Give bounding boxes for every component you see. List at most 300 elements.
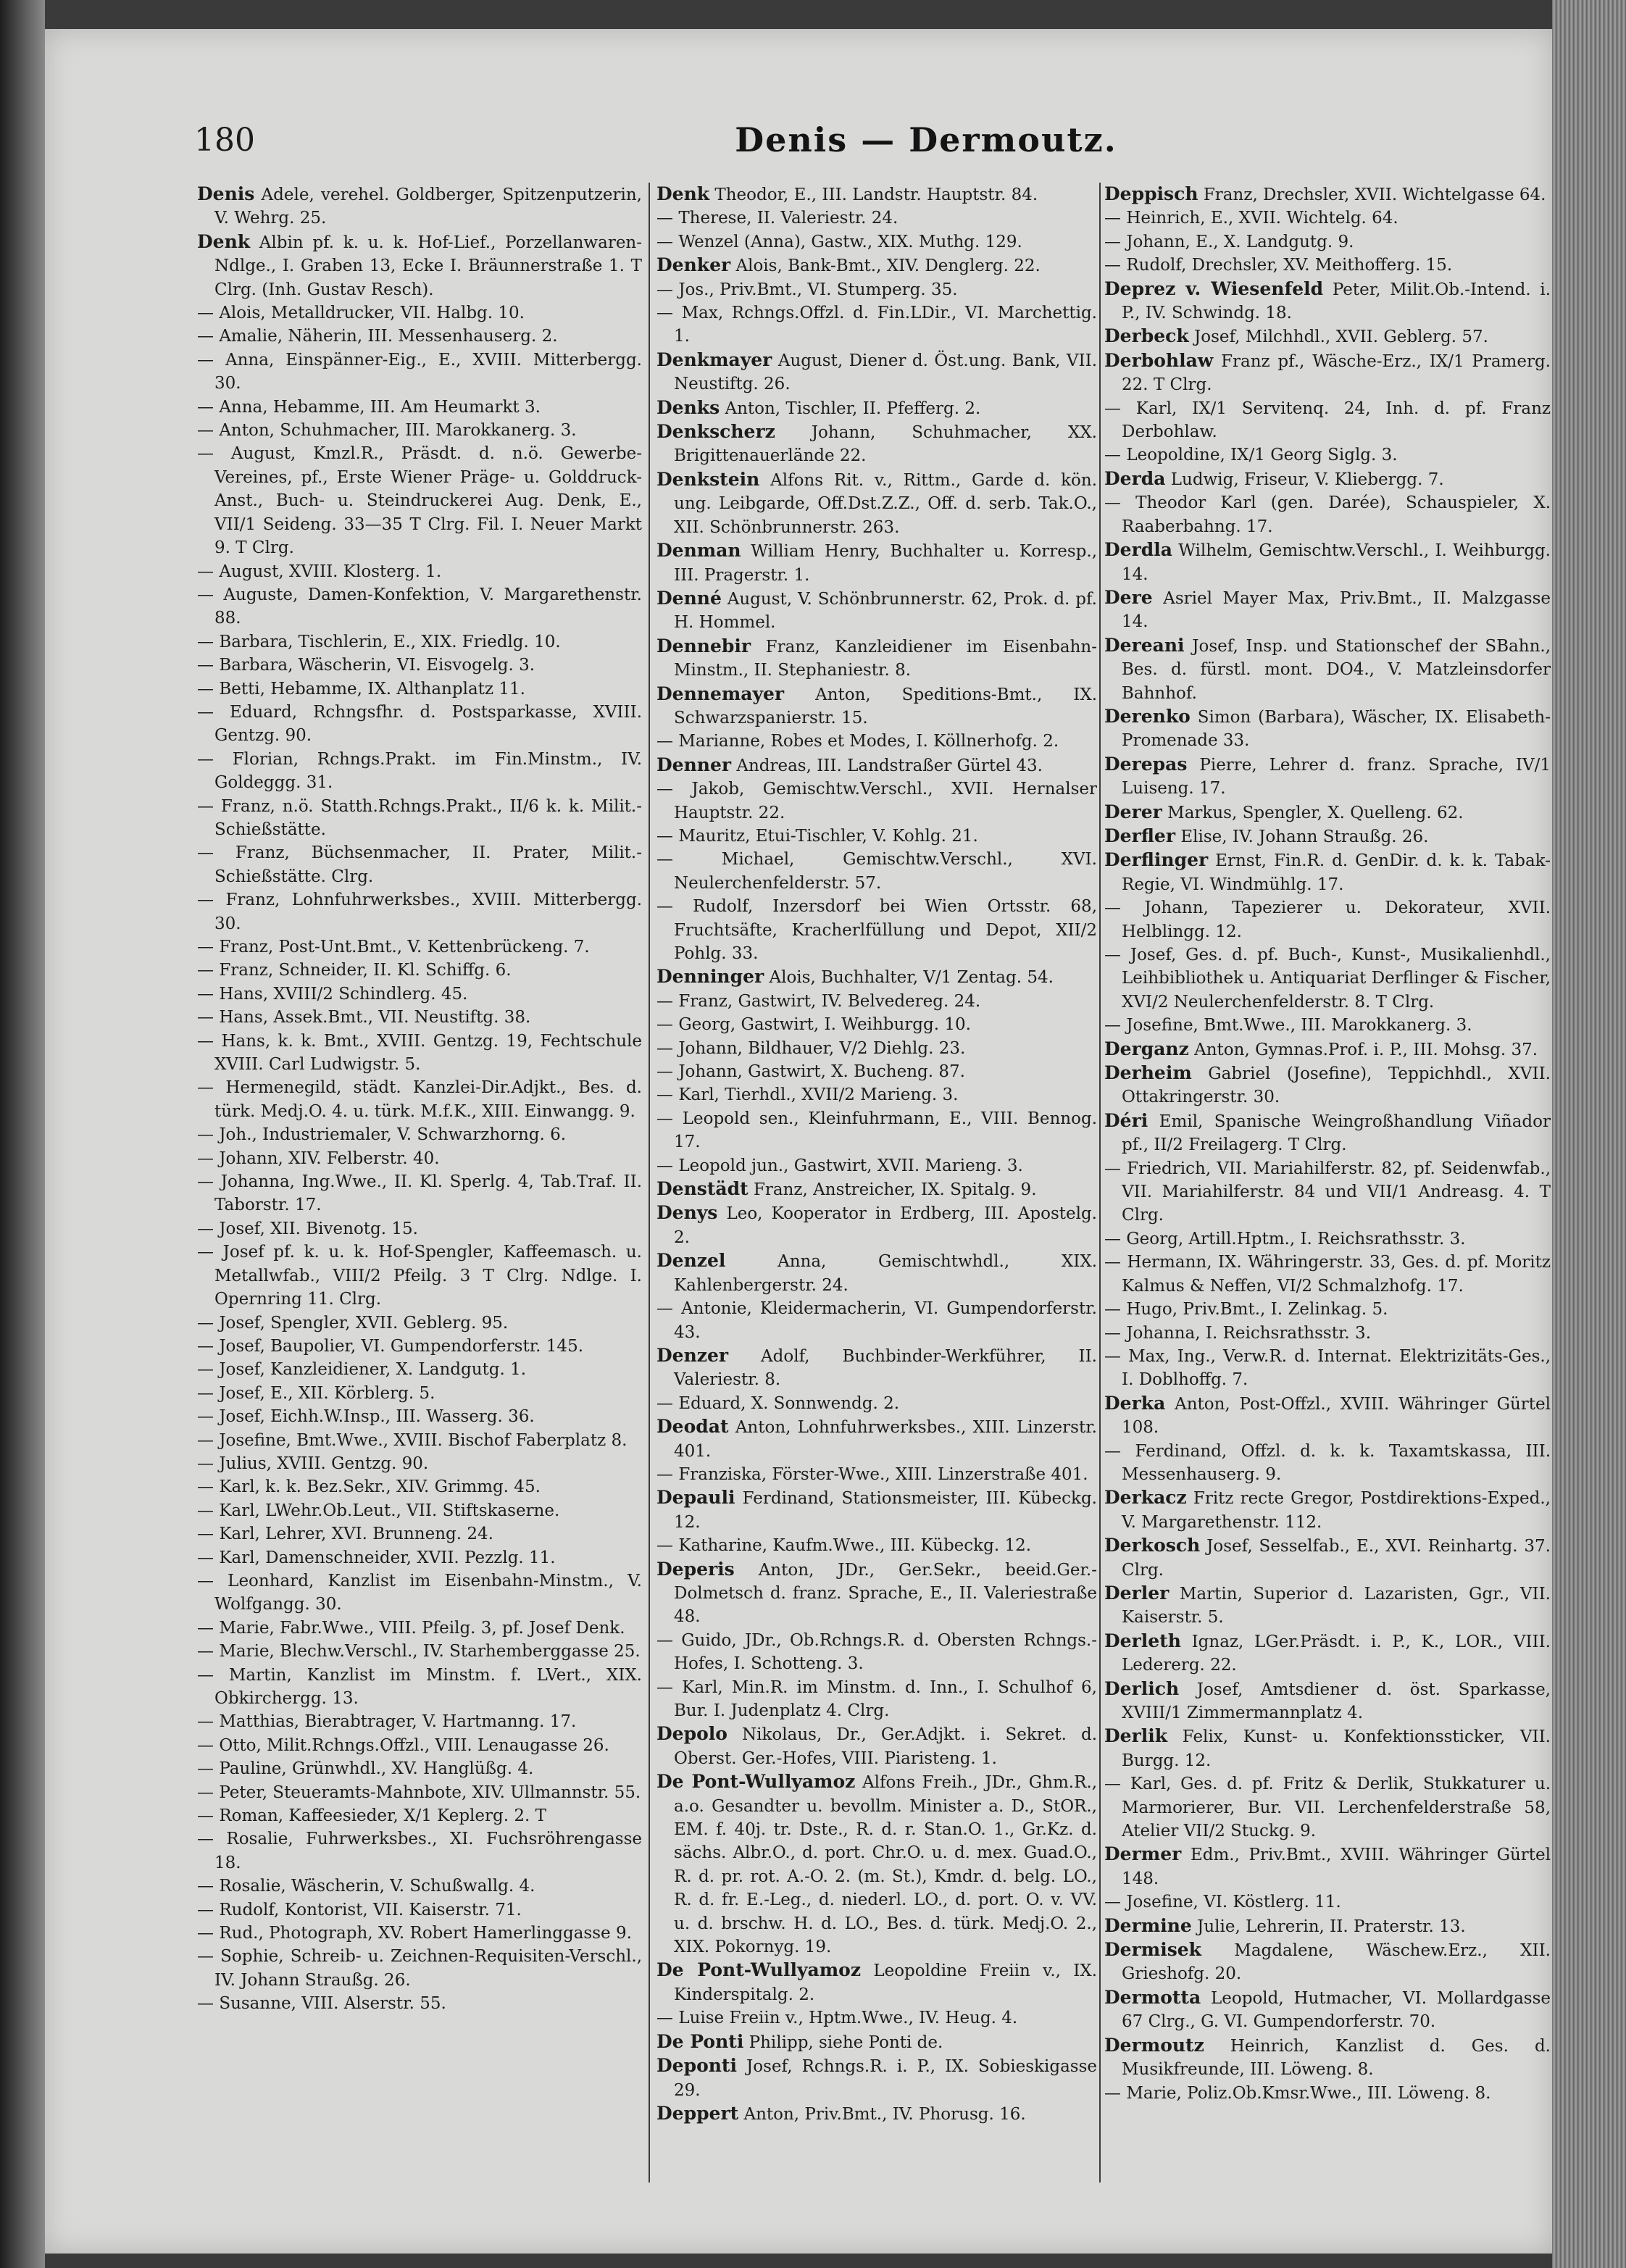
- entry-text: Wilhelm, Gemischtw.Verschl., I. Weihburgg. 14.: [1122, 541, 1551, 584]
- entry-text: Franz, Drechsler, XVII. Wichtelgasse 64.: [1203, 185, 1546, 204]
- entry-headword: Depolo: [656, 1723, 727, 1745]
- directory-entry: [1104, 278, 1551, 325]
- directory-entry: [197, 701, 642, 748]
- entry-text: Rosalie, Wäscherin, V. Schußwallg. 4.: [219, 1877, 535, 1896]
- entry-text: Franz, Gastwirt, IV. Belvedereg. 24.: [678, 991, 981, 1011]
- entry-text: Jos., Priv.Bmt., VI. Stumperg. 35.: [678, 280, 958, 299]
- entry-text: Josef, Spengler, XVII. Geblerg. 95.: [219, 1313, 509, 1333]
- entry-repeat-dash: —: [197, 1618, 214, 1638]
- directory-entry: [1104, 1677, 1551, 1725]
- directory-entry: [1104, 1227, 1551, 1251]
- page-header: [194, 122, 1542, 172]
- entry-headword: Derflinger: [1104, 849, 1209, 871]
- entry-text: Katharine, Kaufm.Wwe., III. Kübeckg. 12.: [678, 1536, 1032, 1556]
- directory-entry: [1104, 467, 1551, 491]
- directory-entry: [197, 1405, 642, 1428]
- directory-entry: [197, 1781, 642, 1804]
- directory-entry: [656, 2054, 1097, 2102]
- directory-entry: [656, 965, 1097, 989]
- entry-repeat-dash: —: [656, 304, 673, 323]
- entry-repeat-dash: —: [656, 1536, 673, 1556]
- entry-text: Josefine, Bmt.Wwe., III. Marokkanerg. 3.: [1126, 1016, 1472, 1035]
- directory-entry: [656, 1959, 1097, 2006]
- entry-headword: Denné: [656, 587, 722, 609]
- entry-headword: Dennemayer: [656, 683, 785, 704]
- entry-repeat-dash: —: [197, 562, 214, 581]
- entry-text: Julius, XVIII. Gentzg. 90.: [219, 1454, 429, 1473]
- entry-repeat-dash: —: [656, 1015, 673, 1035]
- entry-repeat-dash: —: [197, 1924, 214, 1943]
- entry-repeat-dash: —: [197, 1994, 214, 2014]
- entry-repeat-dash: —: [656, 280, 673, 299]
- directory-entry: [656, 2102, 1097, 2126]
- entry-repeat-dash: —: [197, 1665, 214, 1685]
- entry-repeat-dash: —: [197, 1454, 214, 1473]
- directory-entry: [1104, 1062, 1551, 1109]
- entry-repeat-dash: —: [656, 209, 673, 228]
- directory-entry: [656, 1770, 1097, 1959]
- entry-text: Josef, Amtsdiener d. öst. Sparkasse, XVIII/1 Zimmermannplatz 4.: [1122, 1680, 1551, 1722]
- entry-text: Antonie, Kleidermacherin, VI. Gumpendorferstr. 43.: [674, 1299, 1097, 1342]
- directory-entry: [1104, 849, 1551, 896]
- entry-text: Karl, IX/1 Servitenq. 24, Inh. d. pf. Franz Derbohlaw.: [1122, 399, 1551, 442]
- entry-text: Edm., Priv.Bmt., XVIII. Währinger Gürtel 148.: [1122, 1846, 1551, 1888]
- entry-repeat-dash: —: [197, 891, 214, 910]
- entry-headword: Denks: [656, 396, 720, 418]
- entry-repeat-dash: —: [197, 1806, 214, 1826]
- entry-repeat-dash: —: [197, 1712, 214, 1732]
- entry-headword: Derenko: [1104, 705, 1191, 727]
- entry-text: Heinrich, E., XVII. Wichtelg. 64.: [1126, 209, 1398, 228]
- entry-text: Pierre, Lehrer d. franz. Sprache, IV/1 Luiseng. 17.: [1122, 755, 1551, 799]
- directory-entry: [1104, 491, 1551, 538]
- directory-entry: [656, 825, 1097, 848]
- entry-text: Nikolaus, Dr., Ger.Adjkt. i. Sekret. d. Oberst. Ger.-Hofes, VIII. Piaristeng. 1.: [674, 1725, 1097, 1768]
- entry-headword: Dermer: [1104, 1843, 1182, 1865]
- entry-text: Franz pf., Wäsche-Erz., IX/1 Pramerg. 22. T Clrg.: [1122, 351, 1551, 395]
- directory-entry: [656, 349, 1097, 396]
- entry-text: Johann, Schuhmacher, XX. Brigittenauerlände 22.: [674, 423, 1097, 466]
- directory-entry: [1104, 183, 1551, 207]
- entry-repeat-dash: —: [197, 1172, 214, 1192]
- entry-headword: Derlich: [1104, 1677, 1180, 1699]
- entry-text: Franz, Lohnfuhrwerksbes., XVIII. Mitterbergg. 30.: [214, 891, 642, 933]
- entry-text: Emil, Spanische Weingroßhandlung Viñador pf., II/2 Freilagerg. T Clrg.: [1122, 1112, 1551, 1155]
- entry-text: Karl, Lehrer, XVI. Brunneng. 24.: [219, 1525, 493, 1544]
- entry-text: Johanna, I. Reichsrathsstr. 3.: [1126, 1323, 1372, 1343]
- directory-entry: [197, 1312, 642, 1335]
- directory-entry: [197, 748, 642, 795]
- entry-headword: Denninger: [656, 966, 764, 988]
- entry-text: Alfons Freih., JDr., Ghm.R., a.o. Gesandter u. bevollm. Minister a. D., StOR., EM. f. 40j. tr. Dste., R. d. r. Stan.O. 1., Gr.Kz. d. sächs. Albr.O., d. port. Chr.O. u. d. mex. Guad.O., R. d. pr. rot. A.-O. 2. (m. St.), Kmdr. d. belg. LO., R. d. fr. E.-Leg., d. niederl. LO., d. port. O. v. VV. u. d. brschw. H. d. LO., Bes. d. türk. Medj.O. 2., XIX. Pokornyg. 19.: [674, 1773, 1097, 1957]
- entry-repeat-dash: —: [197, 304, 214, 323]
- directory-entry: [197, 959, 642, 982]
- directory-entry: [197, 1499, 642, 1522]
- entry-text: Leo, Kooperator in Erdberg, III. Apostelg. 2.: [674, 1204, 1097, 1247]
- entry-repeat-dash: —: [197, 1642, 214, 1662]
- directory-entry: [197, 230, 642, 301]
- directory-entry: [656, 1297, 1097, 1344]
- entry-text: Markus, Spengler, X. Quelleng. 62.: [1167, 803, 1464, 822]
- directory-entry: [197, 1076, 642, 1123]
- entry-headword: Denzer: [656, 1344, 729, 1366]
- entry-text: Franziska, Förster-Wwe., XIII. Linzerstraße 401.: [678, 1464, 1088, 1484]
- entry-text: Josef, Kanzleidiener, X. Landgutg. 1.: [219, 1360, 527, 1380]
- entry-repeat-dash: —: [197, 1360, 214, 1380]
- entry-headword: Denkmayer: [656, 349, 772, 370]
- entry-headword: Dermotta: [1104, 1986, 1201, 2008]
- directory-entry: [197, 301, 642, 325]
- directory-entry: [656, 278, 1097, 301]
- entry-text: Anton, Lohnfuhrwerksbes., XIII. Linzerstr. 401.: [674, 1418, 1097, 1461]
- entry-text: Anton, Schuhmacher, III. Marokkanerg. 3.: [219, 421, 577, 441]
- entry-text: Joh., Industriemaler, V. Schwarzhorng. 6.: [219, 1125, 567, 1145]
- directory-entry: [197, 678, 642, 701]
- entry-text: Josef, Sesselfab., E., XVI. Reinhartg. 37. Clrg.: [1122, 1537, 1551, 1580]
- entry-text: Marie, Fabr.Wwe., VIII. Pfeilg. 3, pf. Josef Denk.: [219, 1618, 625, 1638]
- entry-text: Andreas, III. Landstraßer Gürtel 43.: [736, 756, 1043, 775]
- entry-text: Otto, Milit.Rchngs.Offzl., VIII. Lenaugasse 26.: [219, 1735, 609, 1755]
- directory-entry: [656, 420, 1097, 468]
- directory-entry: [197, 1640, 642, 1663]
- entry-text: Karl, k. k. Bez.Sekr., XIV. Grimmg. 45.: [219, 1477, 541, 1497]
- entry-text: Josef pf. k. u. k. Hof-Spengler, Kaffeemasch. u. Metallwfab., VIII/2 Pfeilg. 3 T Clrg. Ndlge. I. Opernring 11. Clrg.: [214, 1243, 642, 1309]
- directory-entry: [197, 349, 642, 396]
- entry-headword: Derbeck: [1104, 325, 1189, 347]
- entry-repeat-dash: —: [197, 1243, 214, 1262]
- entry-repeat-dash: —: [1104, 493, 1121, 513]
- entry-text: Adolf, Buchbinder-Werkführer, II. Valeriestr. 8.: [674, 1346, 1097, 1390]
- directory-entry: [656, 1154, 1097, 1177]
- directory-entry: [1104, 1392, 1551, 1440]
- entry-repeat-dash: —: [197, 585, 214, 604]
- entry-text: Josefine, VI. Köstlerg. 11.: [1126, 1893, 1341, 1912]
- directory-entry: [197, 183, 642, 230]
- directory-entry: [1104, 2034, 1551, 2082]
- entry-repeat-dash: —: [197, 397, 214, 417]
- entry-headword: Denner: [656, 754, 732, 775]
- entry-headword: Dermoutz: [1104, 2034, 1204, 2056]
- entry-text: Johann, Gastwirt, X. Bucheng. 87.: [678, 1062, 965, 1082]
- entry-headword: Derfler: [1104, 825, 1176, 846]
- entry-text: Barbara, Tischlerin, E., XIX. Friedlg. 10.: [219, 632, 561, 651]
- entry-text: William Henry, Buchhalter u. Korresp., III. Pragerstr. 1.: [674, 542, 1097, 585]
- entry-headword: Déri: [1104, 1109, 1148, 1131]
- entry-repeat-dash: —: [1104, 1893, 1121, 1912]
- directory-entry: [197, 1898, 642, 1922]
- directory-entry: [656, 895, 1097, 965]
- entry-headword: Derer: [1104, 801, 1162, 822]
- entry-repeat-dash: —: [197, 984, 214, 1004]
- directory-entry: [197, 630, 642, 654]
- directory-entry: [656, 730, 1097, 753]
- entry-text: August, XVIII. Klosterg. 1.: [219, 562, 442, 581]
- entry-repeat-dash: —: [197, 656, 214, 675]
- entry-headword: Denkstein: [656, 468, 760, 490]
- entry-text: Susanne, VIII. Alserstr. 55.: [219, 1994, 446, 2014]
- entry-headword: Derdla: [1104, 539, 1172, 561]
- entry-text: Guido, JDr., Ob.Rchngs.R. d. Obersten Rchngs.-Hofes, I. Schotteng. 3.: [674, 1630, 1097, 1674]
- entry-text: Barbara, Wäscherin, VI. Eisvogelg. 3.: [219, 656, 535, 675]
- directory-entry: [656, 254, 1097, 278]
- entry-repeat-dash: —: [197, 1501, 214, 1520]
- directory-entry: [1104, 943, 1551, 1014]
- entry-repeat-dash: —: [197, 1430, 214, 1450]
- directory-entry: [1104, 538, 1551, 586]
- directory-entry: [1104, 1109, 1551, 1157]
- entry-repeat-dash: —: [197, 1947, 214, 1967]
- entry-headword: Deodat: [656, 1416, 729, 1438]
- entry-headword: Deperis: [656, 1558, 735, 1580]
- entry-text: Alois, Bank-Bmt., XIV. Denglerg. 22.: [735, 257, 1041, 276]
- directory-entry: [656, 207, 1097, 230]
- entry-headword: Derleth: [1104, 1630, 1181, 1651]
- entry-text: Therese, II. Valeriestr. 24.: [678, 209, 899, 228]
- entry-repeat-dash: —: [197, 1125, 214, 1145]
- directory-entry: [197, 442, 642, 559]
- directory-entry: [656, 468, 1097, 539]
- entry-repeat-dash: —: [656, 232, 673, 251]
- entry-text: Josef, Baupolier, VI. Gumpendorferstr. 145.: [219, 1336, 584, 1356]
- entry-headword: Deponti: [656, 2055, 737, 2077]
- entry-text: Hermann, IX. Währingerstr. 33, Ges. d. pf. Moritz Kalmus & Neffen, VI/2 Schmalzhofg. 17.: [1122, 1253, 1551, 1296]
- directory-entry: [656, 1558, 1097, 1629]
- entry-text: Franz, n.ö. Statth.Rchngs.Prakt., II/6 k. k. Milit.-Schießstätte.: [214, 796, 642, 839]
- directory-entry: [656, 1629, 1097, 1676]
- entry-text: Ludwig, Friseur, V. Kliebergg. 7.: [1170, 470, 1444, 489]
- entry-repeat-dash: —: [197, 796, 214, 816]
- entry-text: Matthias, Bierabtrager, V. Hartmanng. 17.: [219, 1712, 577, 1732]
- directory-entry: [197, 1123, 642, 1146]
- entry-text: August, V. Schönbrunnerstr. 62, Prok. d. pf. H. Hommel.: [674, 589, 1097, 633]
- entry-text: Alois, Metalldrucker, VII. Halbg. 10.: [219, 304, 525, 323]
- entry-repeat-dash: —: [197, 1783, 214, 1802]
- entry-text: Karl, LWehr.Ob.Leut., VII. Stiftskaserne.: [219, 1501, 560, 1520]
- directory-entry: [1104, 207, 1551, 230]
- entry-headword: Denk: [197, 230, 251, 252]
- entry-repeat-dash: —: [656, 1393, 673, 1413]
- directory-entry: [1104, 586, 1551, 634]
- entry-text: Anton, Post-Offzl., XVIII. Währinger Gürtel 108.: [1122, 1394, 1551, 1438]
- entry-headword: Derda: [1104, 467, 1166, 489]
- entry-text: Hermenegild, städt. Kanzlei-Dir.Adjkt., Bes. d. türk. Medj.O. 4. u. türk. M.f.K., XIII. Einwangg. 9.: [214, 1078, 642, 1121]
- directory-entry: [656, 301, 1097, 349]
- entry-text: Auguste, Damen-Konfektion, V. Margarethenstr. 88.: [214, 585, 642, 628]
- entry-repeat-dash: —: [656, 826, 673, 846]
- directory-entry: [656, 635, 1097, 683]
- directory-entry: [656, 1463, 1097, 1486]
- entry-repeat-dash: —: [1104, 232, 1121, 251]
- directory-entry: [197, 1569, 642, 1617]
- directory-entry: [1104, 349, 1551, 397]
- directory-entry: [656, 1722, 1097, 1770]
- directory-entry: [197, 1006, 642, 1029]
- entry-repeat-dash: —: [656, 850, 673, 870]
- directory-entry: [197, 1827, 642, 1875]
- entry-headword: Derkacz: [1104, 1487, 1187, 1509]
- entry-headword: Denk: [656, 183, 710, 204]
- entry-repeat-dash: —: [197, 1383, 214, 1403]
- entry-text: Hans, Assek.Bmt., VII. Neustiftg. 38.: [219, 1008, 531, 1027]
- directory-entry: [1104, 254, 1551, 277]
- entry-text: Max, Rchngs.Offzl. d. Fin.LDir., VI. Marchettig. 1.: [674, 304, 1097, 346]
- directory-entry: [197, 1522, 642, 1546]
- entry-repeat-dash: —: [656, 1677, 673, 1697]
- entry-headword: Derkosch: [1104, 1535, 1201, 1556]
- directory-entry: [656, 1177, 1097, 1201]
- entry-headword: Denstädt: [656, 1178, 749, 1200]
- entry-text: Peter, Milit.Ob.-Intend. i. P., IV. Schwindg. 18.: [1122, 280, 1551, 323]
- entry-text: Josefine, Bmt.Wwe., XVIII. Bischof Faberplatz 8.: [219, 1430, 628, 1450]
- page-stack-edge: [1552, 0, 1626, 2268]
- entry-repeat-dash: —: [197, 1525, 214, 1544]
- directory-entry: [1104, 801, 1551, 825]
- entry-repeat-dash: —: [197, 1336, 214, 1356]
- entry-headword: Denis: [197, 183, 255, 204]
- directory-entry: [1104, 896, 1551, 943]
- entry-text: Johann, XIV. Felberstr. 40.: [219, 1148, 440, 1168]
- entry-headword: Derka: [1104, 1392, 1166, 1414]
- entry-repeat-dash: —: [1104, 899, 1121, 918]
- entry-repeat-dash: —: [1104, 946, 1121, 964]
- directory-entry: [197, 1617, 642, 1640]
- entry-text: Johann, E., X. Landgutg. 9.: [1126, 232, 1354, 251]
- entry-text: Johann, Tapezierer u. Dekorateur, XVII. Helblingg. 12.: [1122, 899, 1551, 941]
- directory-entry: [656, 1344, 1097, 1392]
- entry-text: Johanna, Ing.Wwe., II. Kl. Sperlg. 4, Tab.Traf. II. Taborstr. 17.: [214, 1172, 642, 1215]
- entry-repeat-dash: —: [197, 421, 214, 441]
- directory-entry: [656, 1534, 1097, 1557]
- entry-repeat-dash: —: [197, 1148, 214, 1168]
- entry-repeat-dash: —: [197, 444, 214, 464]
- entry-text: Josef, Eichh.W.Insp., III. Wasserg. 36.: [219, 1407, 535, 1427]
- entry-text: Fritz recte Gregor, Postdirektions-Exped., V. Margarethenstr. 112.: [1122, 1489, 1551, 1532]
- entry-text: Leopoldine Freiin v., IX. Kinderspitalg. 2.: [674, 1961, 1097, 2004]
- directory-entry: [1104, 2082, 1551, 2105]
- directory-entry: [656, 1201, 1097, 1249]
- directory-entry: [1104, 1630, 1551, 1677]
- entry-text: Josef, Milchhdl., XVII. Geblerg. 57.: [1194, 328, 1488, 347]
- entry-repeat-dash: —: [197, 1548, 214, 1567]
- directory-entry: [1104, 825, 1551, 849]
- entry-repeat-dash: —: [1104, 256, 1121, 275]
- entry-text: Anna, Hebamme, III. Am Heumarkt 3.: [219, 397, 541, 417]
- page-number: 180: [194, 122, 255, 159]
- entry-text: Hans, XVIII/2 Schindlerg. 45.: [219, 984, 468, 1004]
- entry-repeat-dash: —: [197, 327, 214, 346]
- entry-text: Marianne, Robes et Modes, I. Köllnerhofg. 2.: [678, 732, 1059, 751]
- directory-entry: [1104, 443, 1551, 467]
- entry-text: Franz, Post-Unt.Bmt., V. Kettenbrückeng. 7.: [219, 938, 590, 956]
- directory-entry: [1104, 1986, 1551, 2034]
- entry-text: Rud., Photograph, XV. Robert Hamerlinggasse 9.: [219, 1924, 632, 1943]
- entry-text: Josef, Insp. und Stationschef der SBahn., Bes. d. fürstl. mont. DO4., V. Matzleinsdorfer Bahnhof.: [1122, 636, 1551, 703]
- entry-text: Leopoldine, IX/1 Georg Siglg. 3.: [1126, 446, 1398, 465]
- directory-entry: [1104, 325, 1551, 349]
- entry-repeat-dash: —: [1104, 1159, 1121, 1178]
- entry-repeat-dash: —: [197, 350, 214, 370]
- entry-repeat-dash: —: [1104, 1300, 1121, 1319]
- entry-repeat-dash: —: [197, 1735, 214, 1755]
- entry-text: Marie, Blechw.Verschl., IV. Starhemberggasse 25.: [219, 1642, 641, 1662]
- entry-repeat-dash: —: [197, 1407, 214, 1427]
- entry-text: August, Kmzl.R., Präsdt. d. n.ö. Gewerbe-Vereines, pf., Erste Wiener Präge- u. Golddruck-Anst., Buch- u. Steindruckerei Aug. Denk, E., VII/1 Seideng. 33—35 T Clrg. Fil. I. Neuer Markt 9. T Clrg.: [214, 444, 642, 558]
- entry-text: Julie, Lehrerin, II. Praterstr. 13.: [1197, 1917, 1466, 1936]
- entry-repeat-dash: —: [197, 1830, 214, 1849]
- directory-entry: [197, 1452, 642, 1475]
- directory-entry: [197, 1382, 642, 1405]
- entry-repeat-dash: —: [656, 732, 673, 751]
- directory-entry: [1104, 1345, 1551, 1392]
- entry-text: Leonhard, Kanzlist im Eisenbahn-Minstm., V. Wolfgangg. 30.: [214, 1571, 642, 1614]
- entry-headword: Denman: [656, 540, 741, 562]
- directory-entry: [197, 1664, 642, 1711]
- entry-text: Simon (Barbara), Wäscher, IX. Elisabeth-Promenade 33.: [1122, 707, 1551, 751]
- entry-text: Jakob, Gemischtw.Verschl., XVII. Hernalser Hauptstr. 22.: [674, 780, 1097, 822]
- directory-entry: [197, 583, 642, 630]
- entry-headword: Denker: [656, 254, 731, 276]
- entry-headword: Dennebir: [656, 635, 751, 656]
- entry-repeat-dash: —: [656, 1062, 673, 1082]
- entry-repeat-dash: —: [197, 1759, 214, 1779]
- entry-text: Johann, Bildhauer, V/2 Diehlg. 23.: [678, 1038, 966, 1058]
- entry-text: Wenzel (Anna), Gastw., XIX. Muthg. 129.: [678, 232, 1022, 251]
- directory-entry: [197, 1429, 642, 1452]
- entry-text: Anton, Tischler, II. Pfefferg. 2.: [725, 399, 981, 418]
- directory-entry: [197, 325, 642, 348]
- directory-entry: [1104, 1843, 1551, 1890]
- directory-entry: [1104, 634, 1551, 705]
- directory-entry: [1104, 1157, 1551, 1227]
- entry-text: Martin, Superior d. Lazaristen, Ggr., VII. Kaiserstr. 5.: [1122, 1584, 1551, 1627]
- entry-repeat-dash: —: [197, 1477, 214, 1497]
- entry-text: Josef, E., XII. Körblerg. 5.: [219, 1383, 435, 1403]
- entry-repeat-dash: —: [1104, 1346, 1121, 1366]
- entry-text: Franz, Kanzleidiener im Eisenbahn-Minstm., II. Stephaniestr. 8.: [674, 637, 1097, 680]
- entry-repeat-dash: —: [197, 843, 214, 863]
- directory-entry: [656, 1060, 1097, 1083]
- entry-text: Peter, Steueramts-Mahnbote, XIV. Ullmannstr. 55.: [219, 1783, 641, 1802]
- entry-text: Florian, Rchngs.Prakt. im Fin.Minstm., IV. Goldeggg. 31.: [214, 749, 642, 793]
- directory-entry: [197, 1804, 642, 1827]
- directory-entry: [1104, 397, 1551, 444]
- directory-entry: [656, 2030, 1097, 2054]
- column-3: [1104, 183, 1551, 2182]
- entry-headword: Denys: [656, 1202, 718, 1224]
- entry-repeat-dash: —: [1104, 1229, 1121, 1248]
- directory-entry: [197, 1147, 642, 1170]
- directory-entry: [197, 1945, 642, 1992]
- entry-text: Eduard, X. Sonnwendg. 2.: [678, 1393, 900, 1413]
- entry-text: Karl, Ges. d. pf. Fritz & Derlik, Stukkaturer u. Marmorierer, Bur. VII. Lerchenfelderstraße 58, Atelier VII/2 Stuckg. 9.: [1122, 1775, 1551, 1841]
- column-divider-2: [1099, 183, 1101, 2182]
- entry-text: Karl, Tierhdl., XVII/2 Marieng. 3.: [678, 1085, 959, 1105]
- directory-entry: [1104, 1486, 1551, 1534]
- entry-text: Friedrich, VII. Mariahilferstr. 82, pf. Seidenwfab., VII. Mariahilferstr. 84 und VII/1 Andreasg. 4. T Clrg.: [1122, 1159, 1551, 1225]
- directory-entry: [656, 539, 1097, 587]
- directory-entry: [197, 1335, 642, 1358]
- entry-text: Max, Ing., Verw.R. d. Internat. Elektrizitäts-Ges., I. Doblhoffg. 7.: [1122, 1346, 1551, 1390]
- entry-repeat-dash: —: [197, 961, 214, 980]
- entry-repeat-dash: —: [656, 991, 673, 1011]
- entry-headword: Dermine: [1104, 1914, 1192, 1936]
- entry-text: Georg, Artill.Hptm., I. Reichsrathsstr. 3.: [1126, 1229, 1466, 1248]
- entry-text: Marie, Poliz.Ob.Kmsr.Wwe., III. Löweng. 8.: [1126, 2083, 1491, 2103]
- entry-text: Magdalene, Wäschew.Erz., XII. Grieshofg. 20.: [1122, 1941, 1551, 1984]
- directory-entry: [1104, 1440, 1551, 1487]
- entry-text: Theodor Karl (gen. Darée), Schauspieler, X. Raaberbahng. 17.: [1122, 493, 1551, 536]
- entry-text: Leopold, Hutmacher, VI. Mollardgasse 67 Clrg., G. VI. Gumpendorferstr. 70.: [1122, 1988, 1551, 2032]
